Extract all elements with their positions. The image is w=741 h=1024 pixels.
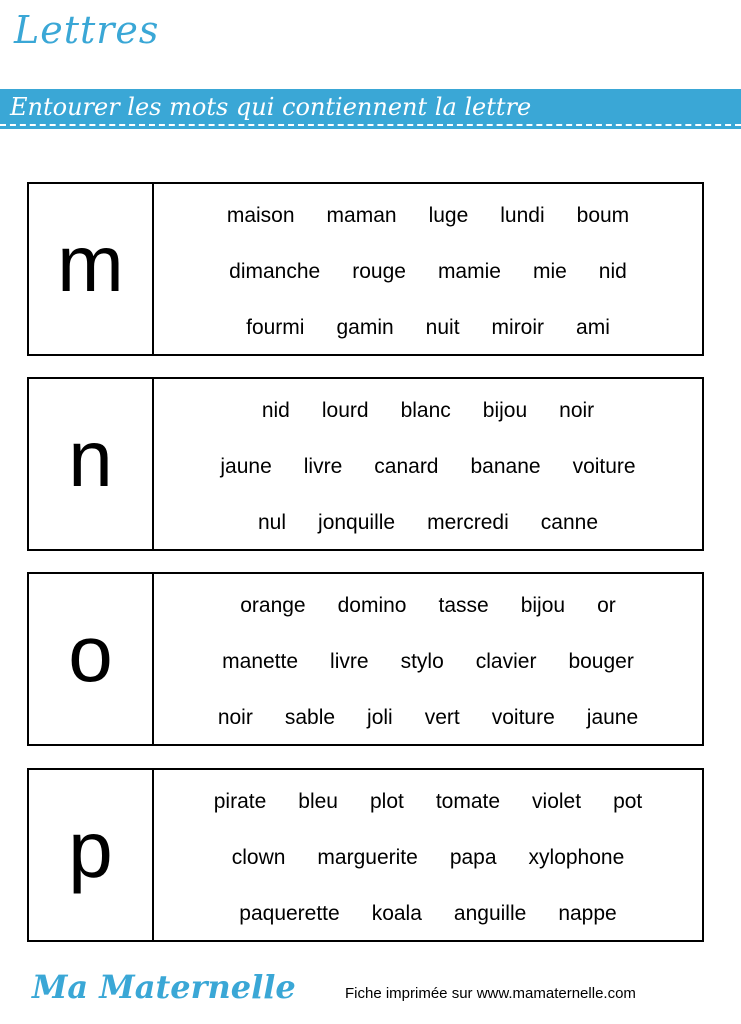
letter: o bbox=[68, 609, 113, 698]
word[interactable]: nul bbox=[258, 511, 287, 534]
word-row bbox=[154, 650, 702, 674]
word[interactable]: tomate bbox=[435, 790, 501, 813]
word[interactable]: sable bbox=[284, 706, 336, 729]
letter-cell bbox=[29, 574, 154, 744]
word[interactable]: pot bbox=[613, 790, 643, 813]
word[interactable]: dimanche bbox=[229, 260, 321, 283]
letter: m bbox=[57, 219, 124, 308]
word[interactable]: anguille bbox=[453, 902, 527, 925]
word[interactable]: mie bbox=[532, 260, 567, 283]
word[interactable]: miroir bbox=[491, 316, 545, 339]
word[interactable]: joli bbox=[367, 706, 393, 729]
word[interactable]: pirate bbox=[213, 790, 267, 813]
word-row bbox=[154, 455, 702, 479]
word[interactable]: rouge bbox=[352, 260, 406, 283]
word-list bbox=[154, 770, 702, 940]
word[interactable]: blanc bbox=[400, 399, 451, 422]
word-row bbox=[154, 706, 702, 730]
brand-logo: Ma Maternelle bbox=[32, 968, 296, 1006]
word[interactable]: nid bbox=[598, 260, 627, 283]
instruction-banner bbox=[0, 89, 741, 129]
letter-card-m bbox=[27, 182, 704, 356]
word-row bbox=[154, 316, 702, 340]
word[interactable]: mamie bbox=[437, 260, 501, 283]
word-list bbox=[154, 379, 702, 549]
word[interactable]: xylophone bbox=[528, 846, 625, 869]
word[interactable]: bijou bbox=[482, 399, 528, 422]
word[interactable]: clown bbox=[231, 846, 286, 869]
word[interactable]: banane bbox=[470, 455, 541, 478]
word[interactable]: fourmi bbox=[246, 316, 305, 339]
word-row bbox=[154, 790, 702, 814]
word[interactable]: clavier bbox=[475, 650, 537, 673]
word-row bbox=[154, 511, 702, 535]
footer-text: Fiche imprimée sur www.mamaternelle.com bbox=[345, 985, 636, 1002]
word-row bbox=[154, 902, 702, 926]
word[interactable]: livre bbox=[303, 455, 343, 478]
word[interactable]: canne bbox=[540, 511, 598, 534]
letter: n bbox=[68, 414, 113, 503]
word-row bbox=[154, 399, 702, 423]
word[interactable]: jonquille bbox=[318, 511, 396, 534]
word-list bbox=[154, 574, 702, 744]
word[interactable]: livre bbox=[330, 650, 369, 673]
word[interactable]: vert bbox=[424, 706, 460, 729]
word[interactable]: violet bbox=[532, 790, 582, 813]
word[interactable]: maison bbox=[226, 204, 295, 227]
word[interactable]: noir bbox=[559, 399, 595, 422]
instruction-text: Entourer les mots qui contiennent la lettre bbox=[10, 93, 532, 121]
word[interactable]: stylo bbox=[400, 650, 444, 673]
letter-cell bbox=[29, 379, 154, 549]
word[interactable]: marguerite bbox=[317, 846, 418, 869]
letter-cell bbox=[29, 770, 154, 940]
word[interactable]: luge bbox=[428, 204, 469, 227]
word-row bbox=[154, 846, 702, 870]
word[interactable]: maman bbox=[326, 204, 397, 227]
word-row bbox=[154, 594, 702, 618]
word[interactable]: nuit bbox=[425, 316, 460, 339]
word[interactable]: orange bbox=[240, 594, 306, 617]
letter-card-p bbox=[27, 768, 704, 942]
word[interactable]: lourd bbox=[321, 399, 369, 422]
word[interactable]: bijou bbox=[520, 594, 566, 617]
word[interactable]: bouger bbox=[568, 650, 634, 673]
word[interactable]: nappe bbox=[558, 902, 617, 925]
word[interactable]: voiture bbox=[572, 455, 636, 478]
word[interactable]: canard bbox=[374, 455, 439, 478]
word[interactable]: plot bbox=[369, 790, 404, 813]
word-row bbox=[154, 260, 702, 284]
word[interactable]: jaune bbox=[586, 706, 639, 729]
letter-card-n bbox=[27, 377, 704, 551]
word[interactable]: koala bbox=[371, 902, 422, 925]
word[interactable]: bleu bbox=[298, 790, 338, 813]
word[interactable]: manette bbox=[222, 650, 299, 673]
word[interactable]: ami bbox=[576, 316, 610, 339]
word[interactable]: gamin bbox=[336, 316, 394, 339]
word[interactable]: or bbox=[597, 594, 616, 617]
letter-cell bbox=[29, 184, 154, 354]
word-list bbox=[154, 184, 702, 354]
word[interactable]: lundi bbox=[500, 204, 545, 227]
word[interactable]: boum bbox=[576, 204, 630, 227]
word[interactable]: nid bbox=[261, 399, 290, 422]
word[interactable]: paquerette bbox=[239, 902, 340, 925]
word[interactable]: noir bbox=[217, 706, 253, 729]
letter-card-o bbox=[27, 572, 704, 746]
word-row bbox=[154, 204, 702, 228]
page-title: Lettres bbox=[14, 8, 160, 52]
word[interactable]: jaune bbox=[220, 455, 272, 478]
word[interactable]: tasse bbox=[438, 594, 489, 617]
word[interactable]: papa bbox=[449, 846, 497, 869]
letter: p bbox=[68, 805, 113, 894]
word[interactable]: mercredi bbox=[427, 511, 509, 534]
word[interactable]: voiture bbox=[491, 706, 555, 729]
word[interactable]: domino bbox=[337, 594, 407, 617]
